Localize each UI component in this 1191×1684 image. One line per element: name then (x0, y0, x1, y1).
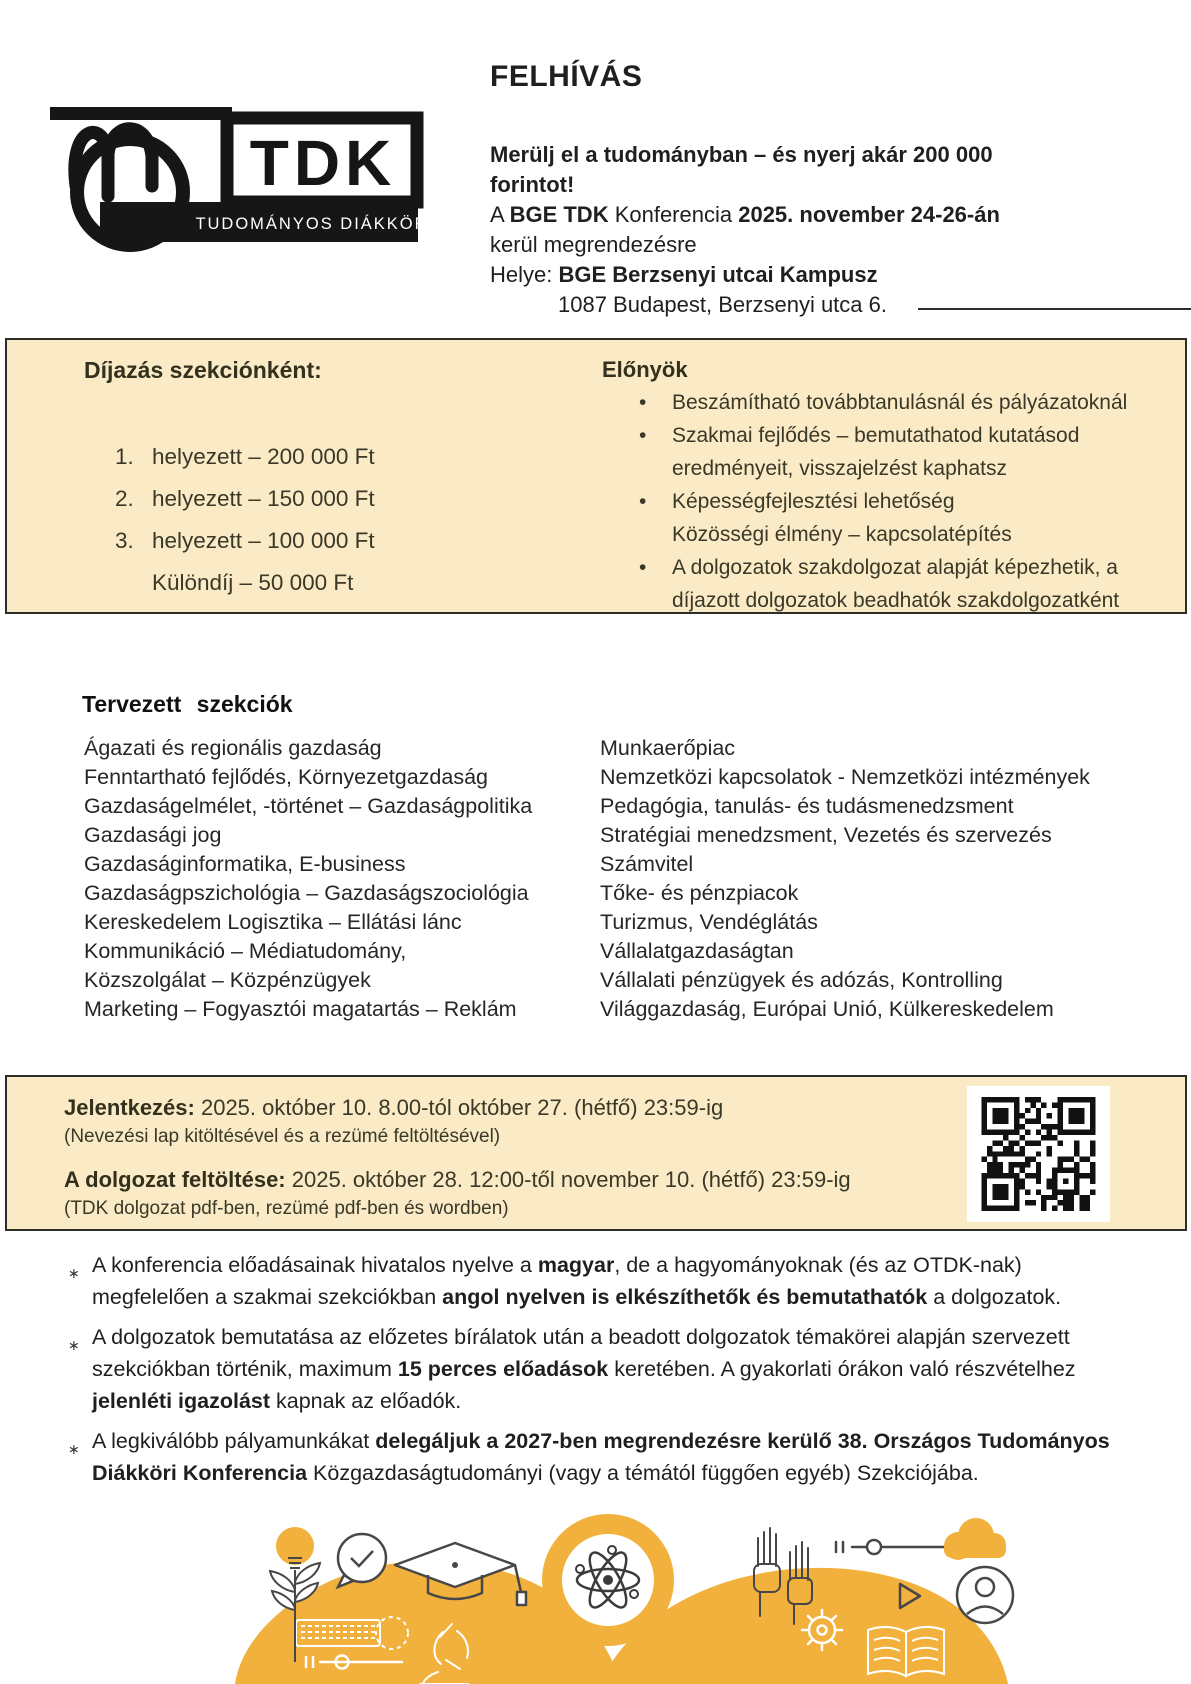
note-text: A konferencia előadásainak hivatalos nyelve a magyar, de a hagyományoknak (és az OTDK-nak) megfelelően a szakmai szekciókban angol nyelven is elkészíthetők és bemutathatók a dolgozatok. (92, 1253, 1062, 1309)
tdk-subtitle-text: TUDOMÁNYOS DIÁKKÖR (195, 215, 429, 233)
section-item: Ágazati és regionális gazdaság (84, 736, 382, 760)
text-line: kerül megrendezésre (490, 232, 697, 257)
page-title: FELHÍVÁS (490, 60, 643, 93)
prize-item (115, 478, 375, 520)
benefits-list (602, 386, 1127, 617)
registration-note-line: (Nevezési lap kitöltésével és a rezümé feltöltésével) (64, 1126, 501, 1147)
section-item: Tőke- és pénzpiacok (600, 881, 799, 905)
prize-text: helyezett – 150 000 Ft (152, 486, 375, 511)
section-item: Marketing – Fogyasztói magatartás – Reklám (84, 997, 517, 1021)
section-item: Számvitel (600, 852, 694, 876)
benefit-line (602, 419, 1127, 452)
benefit-text: A dolgozatok szakdolgozat alapját képezhetik, a (672, 556, 1118, 579)
section-item: Turizmus, Vendéglátás (600, 910, 818, 934)
registration-deadline-line: Jelentkezés: 2025. október 10. 8.00-tól október 27. (hétfő) 23:59-ig (64, 1095, 724, 1120)
prize-item (115, 436, 375, 478)
prize-rank: 2. (115, 486, 134, 511)
benefit-text: Beszámítható továbbtanulásnál és pályázatoknál (672, 391, 1128, 414)
text-line: A BGE TDK Konferencia 2025. november 24-26-án (490, 202, 1000, 227)
address-line: 1087 Budapest, Berzsenyi utca 6. (558, 292, 887, 317)
upload-note-line: (TDK dolgozat pdf-ben, rezümé pdf-ben és wordben) (64, 1198, 509, 1219)
bullet-dot: • (639, 556, 647, 579)
person-icon (957, 1567, 1013, 1623)
section-item: Gazdaságinformatika, E-business (84, 852, 406, 876)
atom-ring-icon (542, 1514, 674, 1646)
section-item: Pedagógia, tanulás- és tudásmenedzsment (600, 794, 1014, 818)
sections-column-left (84, 734, 532, 1024)
header-paragraph (490, 140, 1000, 320)
section-item: Fenntartható fejlődés, Környezetgazdaság (84, 765, 488, 789)
prizes-heading: Díjazás szekciónként: (84, 357, 322, 383)
note-item (66, 1249, 1126, 1313)
tdk-wordmark (227, 118, 417, 202)
tdk-wordmark-text: TDK (249, 127, 397, 199)
bullet-dot: • (639, 424, 647, 447)
section-item: Nemzetközi kapcsolatok - Nemzetközi intézmények (600, 765, 1090, 789)
cloud-icon (944, 1518, 1006, 1560)
benefit-text: eredményeit, visszajelzést kaphatsz (672, 457, 1007, 480)
prize-item (115, 562, 375, 604)
footer-illustration (0, 1434, 1191, 1684)
text-line: Merülj el a tudományban – és nyerj akár 200 000 (490, 142, 993, 167)
section-item: Stratégiai menedzsment, Vezetés és szervezés (600, 823, 1052, 847)
prize-rank: 3. (115, 528, 134, 553)
text-line: Helye: BGE Berzsenyi utcai Kampusz (490, 262, 878, 287)
section-item: Gazdaságelmélet, -történet – Gazdaságpolitika (84, 794, 533, 818)
section-item: Világgazdaság, Európai Unió, Külkereskedelem (600, 997, 1054, 1021)
sections-heading: Tervezett szekciók (82, 691, 293, 717)
benefit-text: díjazott dolgozatok beadhatók szakdolgozatként (672, 589, 1120, 612)
asterisk-marker: ∗ (68, 1265, 80, 1281)
benefit-text: Közösségi élmény – kapcsolatépítés (672, 523, 1012, 546)
benefit-line (602, 584, 1127, 617)
section-item: Kereskedelem Logisztika – Ellátási lánc (84, 910, 462, 934)
note-item (66, 1321, 1126, 1417)
section-item: Gazdasági jog (84, 823, 222, 847)
text-line: forintot! (490, 172, 575, 197)
section-item: Vállalatgazdaságtan (600, 939, 794, 963)
benefit-line (602, 551, 1127, 584)
qr-code (967, 1086, 1110, 1222)
benefit-line (602, 386, 1127, 419)
tdk-logo (42, 92, 434, 260)
prizes-benefits-panel (5, 338, 1187, 614)
sections-column-right (600, 734, 1090, 1024)
prizes-list (115, 436, 375, 604)
benefit-text: Képességfejlesztési lehetőség (672, 490, 955, 513)
prize-text: helyezett – 200 000 Ft (152, 444, 375, 469)
section-item: Gazdaságpszichológia – Gazdaságszociológia (84, 881, 529, 905)
upload-deadline-line: A dolgozat feltöltése: 2025. október 28. 12:00-től november 10. (hétfő) 23:59-ig (64, 1167, 851, 1192)
section-item: Közszolgálat – Közpénzügyek (84, 968, 371, 992)
decorative-line (918, 308, 1191, 310)
prize-rank: 1. (115, 444, 134, 469)
prize-text: Különdíj – 50 000 Ft (152, 570, 354, 595)
note-text: A legkiválóbb pályamunkákat delegáljuk a 2027-ben megrendezésre kerülő 38. Országos Tudományos Diákköri Konferencia Közgazdaságtudományi (vagy a témától függően egyéb) Szekciójába. (92, 1429, 1110, 1485)
section-item: Munkaerőpiac (600, 736, 736, 760)
prize-item (115, 520, 375, 562)
benefit-line (602, 452, 1127, 485)
bullet-dot: • (639, 490, 647, 513)
asterisk-marker: ∗ (68, 1441, 80, 1457)
benefit-line (602, 485, 1127, 518)
asterisk-marker: ∗ (68, 1337, 80, 1353)
section-item: Kommunikáció – Médiatudomány, (84, 939, 407, 963)
bullet-dot: • (639, 391, 647, 414)
note-text: A dolgozatok bemutatása az előzetes bírálatok után a beadott dolgozatok témakörei alapján szervezett szekciókban történik, maximum 15 perces előadások keretében. A gyakorlati órákon való részvételhez jelenléti igazolást kapnak az előadók. (92, 1325, 1076, 1413)
benefit-line (602, 518, 1127, 551)
section-item: Vállalati pénzügyek és adózás, Kontrolling (600, 968, 1003, 992)
benefits-heading: Előnyök (602, 357, 688, 382)
prize-text: helyezett – 100 000 Ft (152, 528, 375, 553)
benefit-text: Szakmai fejlődés – bemutathatod kutatásod (672, 424, 1080, 447)
